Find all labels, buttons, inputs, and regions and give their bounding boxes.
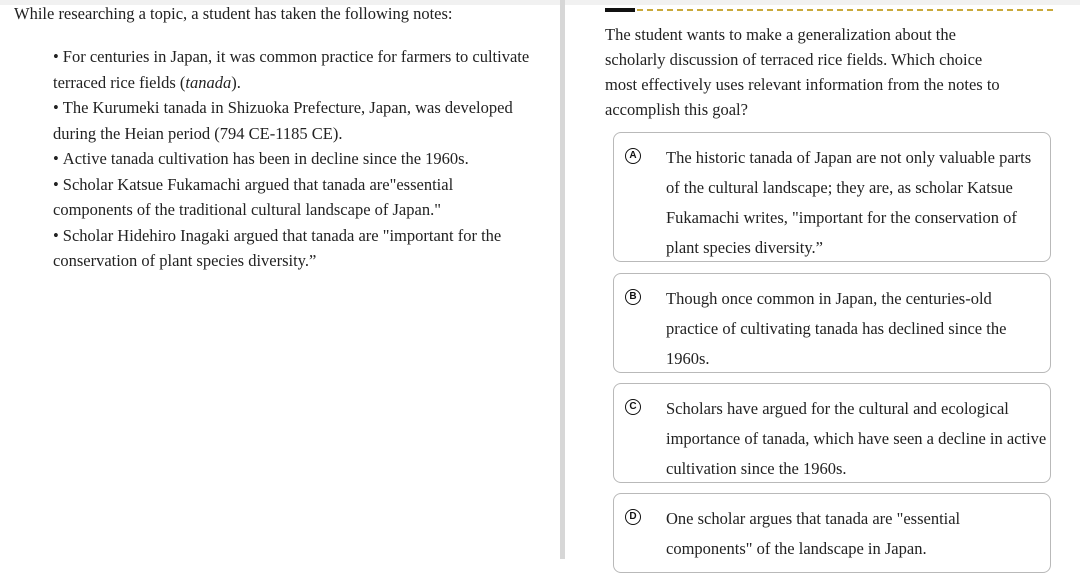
choice-text-d: One scholar argues that tanada are "essential components" of the landscape in Japan. [666, 509, 961, 558]
choice-text-a: The historic tanada of Japan are not only valuable parts of the cultural landscape; they are, as scholar Katsue Fukamachi writes, "important for the conservation of plant species diversity.” [666, 148, 1032, 257]
choice-letter-d: D [625, 509, 641, 525]
note-text: The Kurumeki tanada in Shizuoka Prefecture, Japan, was developed during the Heian period (794 CE-1185 CE). [53, 98, 513, 143]
question-prompt: The student wants to make a generalization about the scholarly discussion of terraced rice fields. Which choice most effectively uses relevant information from the notes to accomplish this goal? [605, 25, 1000, 119]
answer-choice-d[interactable] [613, 493, 1051, 573]
passage-intro: While researching a topic, a student has taken the following notes: [14, 4, 453, 23]
choice-letter-b: B [625, 289, 641, 305]
bullet-icon: • [53, 174, 59, 194]
note-item [53, 172, 533, 223]
note-item [53, 223, 533, 274]
note-emphasis: tanada [185, 72, 232, 92]
answer-choice-a[interactable] [613, 132, 1051, 262]
note-item [53, 95, 533, 146]
choice-letter-c: C [625, 399, 641, 415]
bullet-icon: • [53, 149, 59, 168]
note-text-end: ). [231, 72, 241, 92]
note-text: Scholar Katsue Fukamachi argued that tanada are"essential components of the traditional cultural landscape of Japan." [53, 174, 454, 219]
progress-segment-current [605, 8, 635, 12]
choice-letter-a: A [625, 148, 641, 164]
choice-text-b: Though once common in Japan, the centuries-old practice of cultivating tanada has declined since the 1960s. [666, 289, 1007, 368]
note-item [53, 44, 533, 95]
progress-dashes [637, 9, 1053, 11]
bullet-icon: • [53, 98, 59, 117]
note-text: Active tanada cultivation has been in decline since the 1960s. [62, 149, 469, 168]
note-item [53, 146, 533, 172]
bullet-icon: • [53, 47, 59, 66]
notes-list [53, 44, 533, 274]
answer-choice-b[interactable] [613, 273, 1051, 373]
progress-bar [605, 8, 1053, 12]
note-text: Scholar Hidehiro Inagaki argued that tanada are "important for the conservation of plant species diversity.” [53, 225, 502, 270]
choice-text-c: Scholars have argued for the cultural and ecological importance of tanada, which have seen a decline in active cultivation since the 1960s. [666, 399, 1047, 478]
question-pane [565, 0, 1080, 559]
answer-choice-c[interactable] [613, 383, 1051, 483]
bullet-icon: • [53, 225, 59, 245]
note-text: For centuries in Japan, it was common practice for farmers to cultivate terraced rice fields ( [53, 47, 530, 92]
